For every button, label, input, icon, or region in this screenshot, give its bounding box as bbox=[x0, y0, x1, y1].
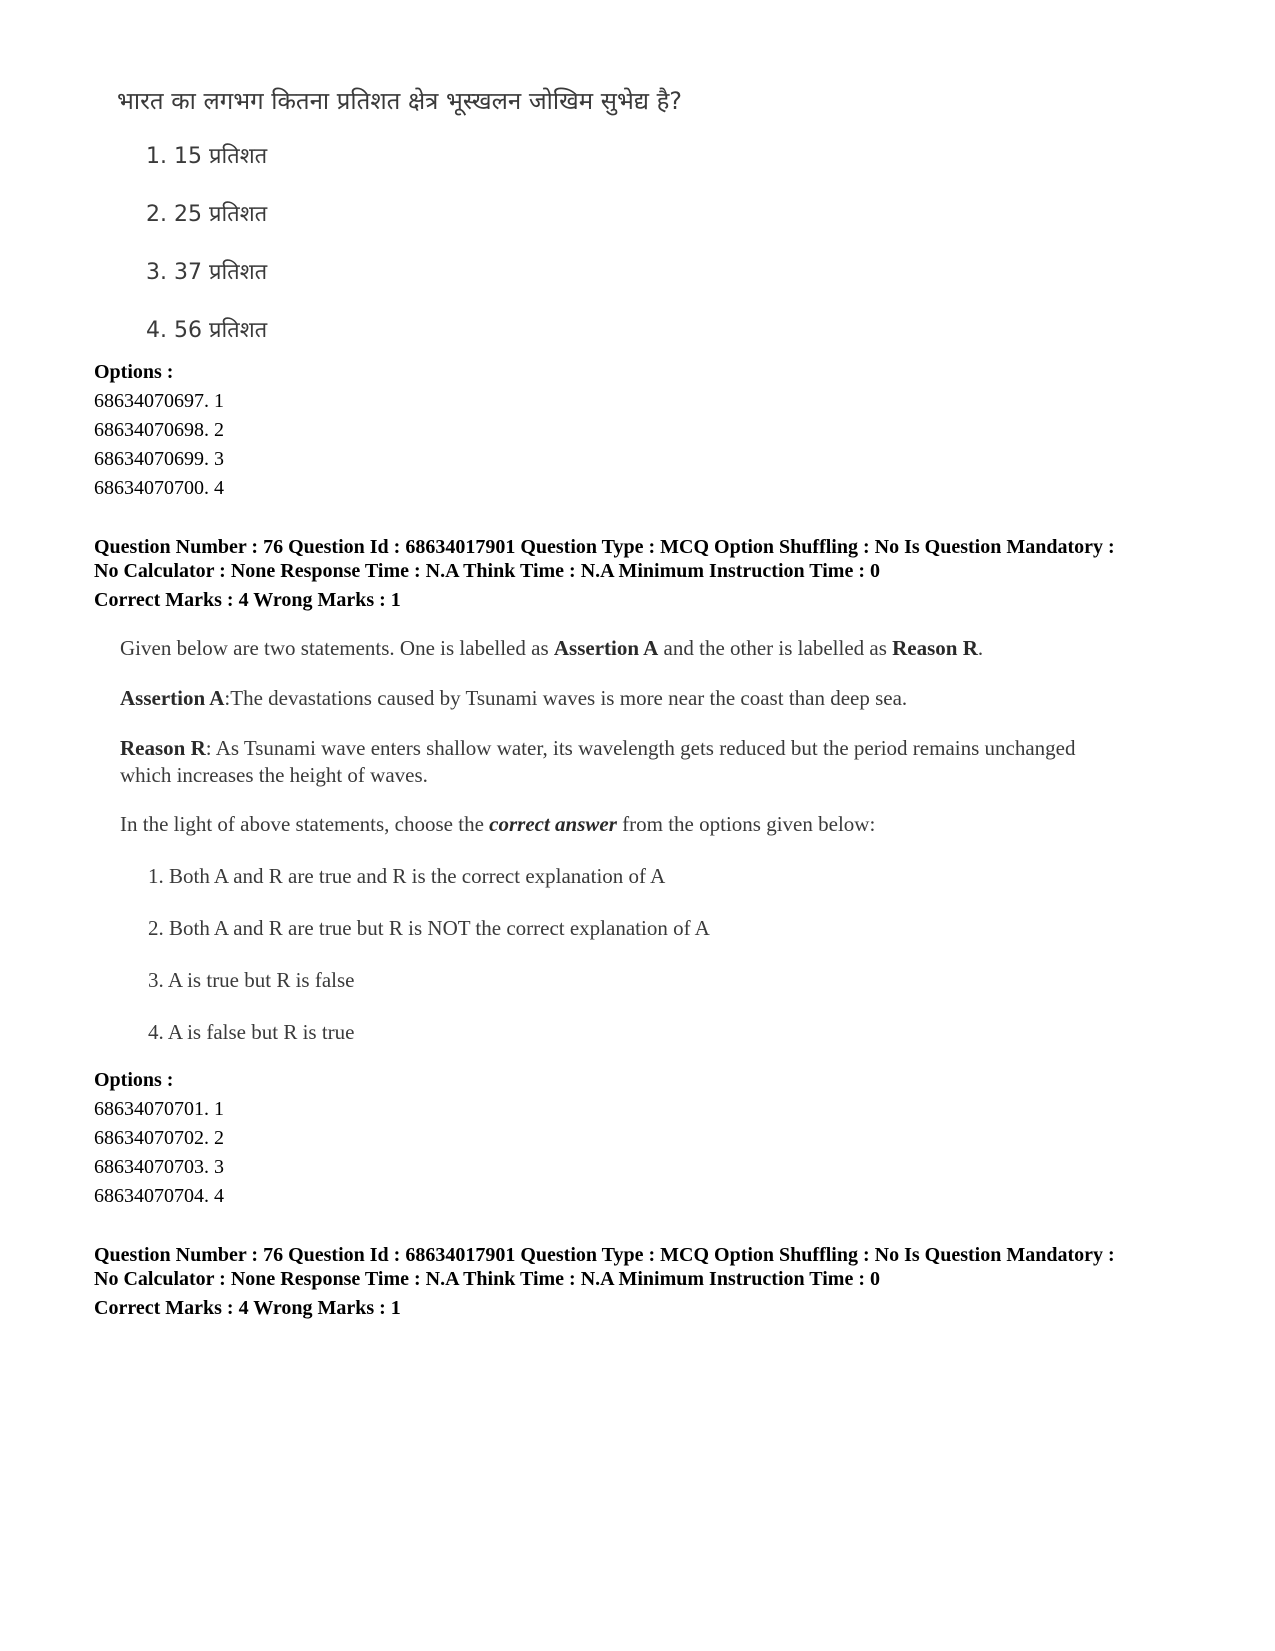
option-id: 68634070702. 2 bbox=[94, 1127, 224, 1149]
choice-item: 2. 25 प्रतिशत bbox=[146, 202, 268, 227]
options-title: Options : bbox=[94, 1069, 174, 1091]
choice-item: 3. 37 प्रतिशत bbox=[146, 260, 268, 285]
assertion-statement: Assertion A:The devastations caused by Tsunami waves is more near the coast than deep sea. bbox=[120, 686, 908, 710]
choice-item: 1. Both A and R are true and R is the correct explanation of A bbox=[148, 864, 666, 888]
meta-line: No Calculator : None Response Time : N.A Think Time : N.A Minimum Instruction Time : 0 bbox=[94, 1268, 880, 1290]
option-id: 68634070697. 1 bbox=[94, 390, 224, 412]
options-title: Options : bbox=[94, 361, 174, 383]
instruction-text: In the light of above statements, choose the correct answer from the options given below: bbox=[120, 812, 876, 836]
option-id: 68634070704. 4 bbox=[94, 1185, 224, 1207]
choice-item: 3. A is true but R is false bbox=[148, 968, 355, 992]
reason-statement: Reason R: As Tsunami wave enters shallow water, its wavelength gets reduced but the period remains unchanged which increases the height of waves. bbox=[120, 736, 1076, 787]
option-id: 68634070701. 1 bbox=[94, 1098, 224, 1120]
question-intro: Given below are two statements. One is labelled as Assertion A and the other is labelled as Reason R. bbox=[120, 636, 984, 660]
options-block bbox=[94, 358, 224, 503]
option-id: 68634070703. 3 bbox=[94, 1156, 224, 1178]
option-id: 68634070699. 3 bbox=[94, 448, 224, 470]
question-meta bbox=[94, 1243, 1214, 1320]
choice-list bbox=[148, 863, 710, 1071]
choice-item: 1. 15 प्रतिशत bbox=[146, 144, 268, 169]
question-text: भारत का लगभग कितना प्रतिशत क्षेत्र भूस्खलन जोखिम सुभेद्य है? bbox=[117, 87, 683, 115]
choice-item: 4. A is false but R is true bbox=[148, 1020, 355, 1044]
options-block bbox=[94, 1066, 224, 1211]
choice-list bbox=[146, 140, 267, 372]
meta-line: Question Number : 76 Question Id : 68634017901 Question Type : MCQ Option Shuffling : No Is Question Mandatory : bbox=[94, 536, 1115, 558]
marks-line: Correct Marks : 4 Wrong Marks : 1 bbox=[94, 1297, 401, 1319]
option-id: 68634070700. 4 bbox=[94, 477, 224, 499]
choice-item: 2. Both A and R are true but R is NOT the correct explanation of A bbox=[148, 916, 710, 940]
meta-line: No Calculator : None Response Time : N.A Think Time : N.A Minimum Instruction Time : 0 bbox=[94, 560, 880, 582]
choice-item: 4. 56 प्रतिशत bbox=[146, 318, 268, 343]
option-id: 68634070698. 2 bbox=[94, 419, 224, 441]
meta-line: Question Number : 76 Question Id : 68634017901 Question Type : MCQ Option Shuffling : No Is Question Mandatory : bbox=[94, 1244, 1115, 1266]
marks-line: Correct Marks : 4 Wrong Marks : 1 bbox=[94, 589, 401, 611]
question-meta bbox=[94, 535, 1214, 612]
